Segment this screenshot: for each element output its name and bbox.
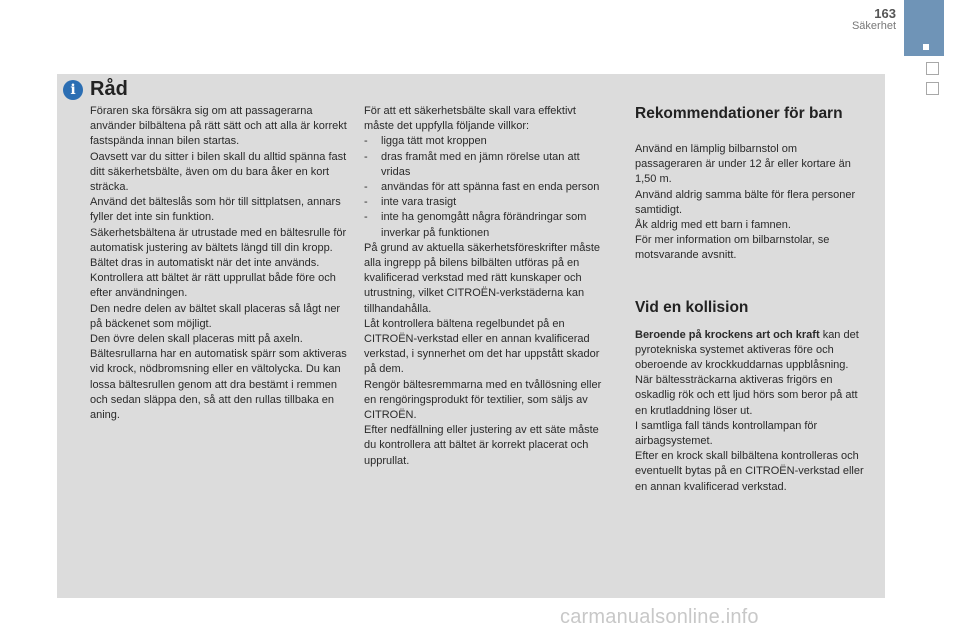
conditions-list xyxy=(364,134,608,240)
paragraph: Använd en lämplig bilbarnstol om passageraren är under 12 år eller kortare än 1,50 m. xyxy=(635,143,851,186)
list-item: - användas för att spänna fast en enda person xyxy=(364,181,600,194)
paragraph: Åk aldrig med ett barn i famnen. xyxy=(635,219,791,232)
info-icon: i xyxy=(63,80,83,100)
advice-column-1 xyxy=(90,104,352,423)
conditions-intro: För att ett säkerhetsbälte skall vara effektivt måste det uppfylla följande villkor: xyxy=(364,105,576,133)
paragraph: Efter nedfällning eller justering av ett säte måste du kontrollera att bältet är korrekt placerat och upprullat. xyxy=(364,424,599,467)
collision-lead: Beroende på krockens art och kraft xyxy=(635,328,820,341)
children-heading: Rekommendationer för barn xyxy=(635,105,843,122)
paragraph: Rengör bältesremmarna med en tvållösning eller en rengöringsprodukt för textilier, som säljs av CITROËN. xyxy=(364,378,602,422)
nav-square-icon xyxy=(926,62,939,75)
panel-title: Råd xyxy=(90,78,128,100)
advice-column-3 xyxy=(635,104,867,495)
paragraph: Använd det bälteslås som hör till sittplatsen, annars fyller det inte sin funktion. xyxy=(90,196,341,224)
list-item: - ligga tätt mot kroppen xyxy=(364,135,487,148)
list-item: - inte ha genomgått några förändringar som inverkar på funktionen xyxy=(364,211,587,239)
list-item: - inte vara trasigt xyxy=(364,196,457,209)
list-item: - dras framåt med en jämn rörelse utan att vridas xyxy=(364,150,580,178)
paragraph: På grund av aktuella säkerhetsföreskrifter måste alla ingrepp på bilens bilbälten utföras på en kvalificerad verkstad med rätt kunskaper och utrustning, vilket CITROËN-verkstäderna kan tillhandahålla. xyxy=(364,241,601,315)
paragraph: Använd aldrig samma bälte för flera personer samtidigt. xyxy=(635,188,856,216)
paragraph: Låt kontrollera bältena regelbundet på en CITROËN-verkstad eller en annan kvalificerad verkstad, i synnerhet om det har uppstått skador på dem. xyxy=(364,317,600,376)
collision-text: kan det pyrotekniska systemet aktiveras före och oberoende av krockkuddarnas uppblåsning. När bältessträckarna aktiveras frigörs en oskadlig rök och ett ljud hörs som beror på att en krutladdning löser ut. xyxy=(635,328,859,417)
paragraph: Den övre delen skall placeras mitt på axeln. xyxy=(90,333,303,346)
paragraph: Efter en krock skall bilbältena kontrolleras och eventuellt bytas på en CITROËN-verkstad eller en annan kvalificerad verkstad. xyxy=(635,450,864,493)
advice-column-2 xyxy=(364,104,608,469)
paragraph: Den nedre delen av bältet skall placeras så lågt ner på bäckenet som möjligt. xyxy=(90,302,341,330)
watermark: carmanualsonline.info xyxy=(560,606,759,628)
paragraph: Kontrollera att bältet är rätt upprullat både före och efter användningen. xyxy=(90,272,336,300)
chapter-tab xyxy=(904,0,944,56)
paragraph: Säkerhetsbältena är utrustade med en bältesrulle för automatisk justering av bältets längd till din kropp. Bältet dras in automatiskt när det inte används. xyxy=(90,226,347,270)
paragraph: För mer information om bilbarnstolar, se motsvarande avsnitt. xyxy=(635,234,830,262)
section-name: Säkerhet xyxy=(851,20,896,32)
collision-paragraph xyxy=(635,328,867,419)
page-number: 163 xyxy=(874,6,896,21)
paragraph: Oavsett var du sitter i bilen skall du alltid spänna fast ditt säkerhetsbälte, även om du bara åker en kort sträcka. xyxy=(90,150,347,194)
paragraph: Föraren ska försäkra sig om att passagerarna använder bilbältena på rätt sätt och att alla är korrekt fastspända innan bilen startas. xyxy=(90,105,347,148)
paragraph: Bältesrullarna har en automatisk spärr som aktiveras vid krock, nödbromsning eller en vältolycka. Du kan lossa bältesrullen genom att dra bestämt i remmen och sedan släppa den, så att den rullas tillbaka en aning. xyxy=(90,348,347,422)
nav-square-icon xyxy=(926,82,939,95)
chapter-tab-marker xyxy=(923,44,929,50)
collision-heading: Vid en kollision xyxy=(635,298,749,316)
paragraph: I samtliga fall tänds kontrollampan för airbagsystemet. xyxy=(635,419,818,448)
